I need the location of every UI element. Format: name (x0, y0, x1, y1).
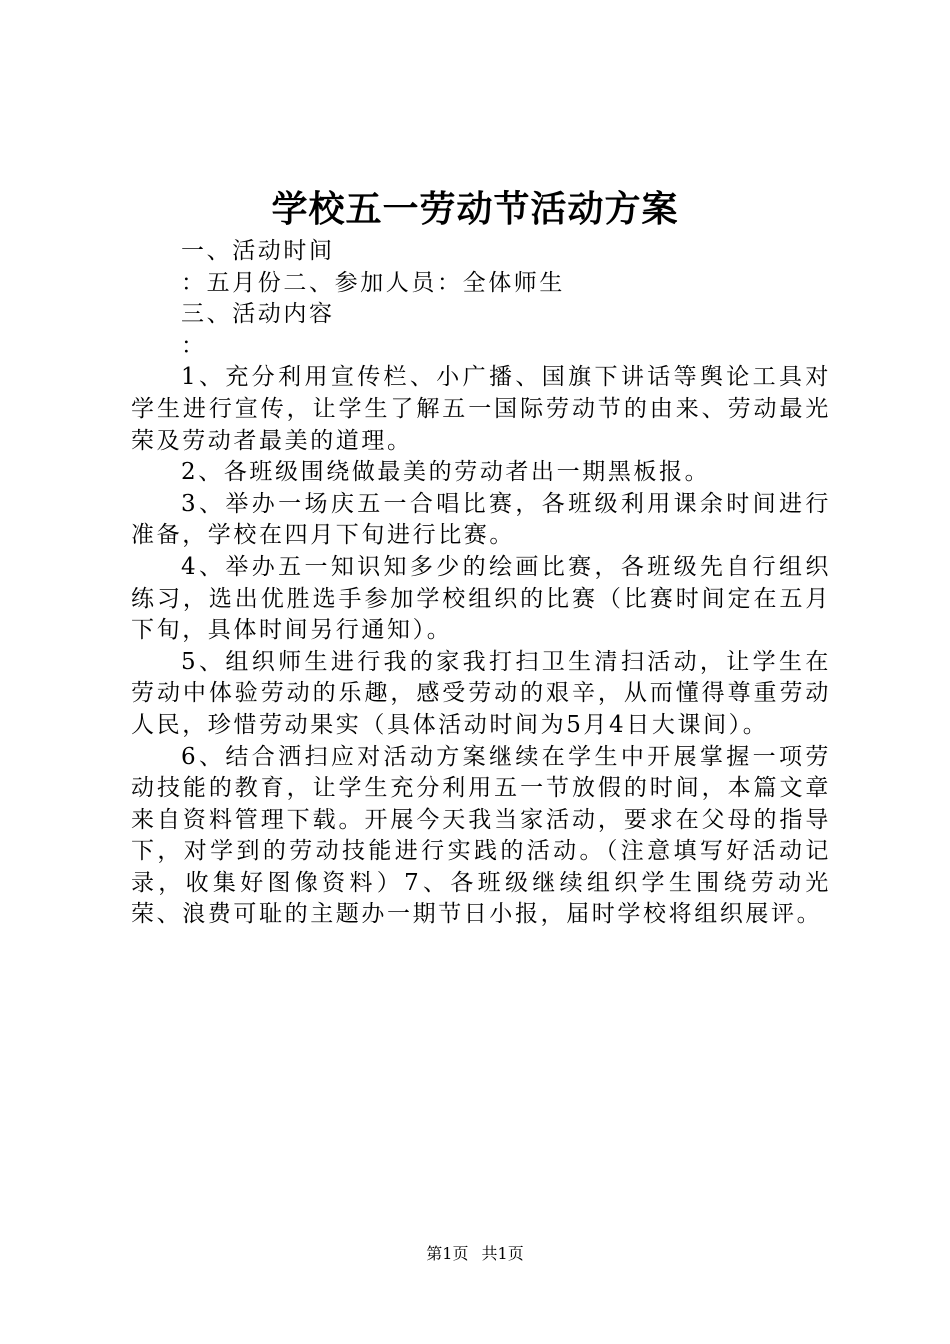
section-heading-content: 三、活动内容 (181, 301, 335, 328)
page-total: 共1页 (481, 1244, 524, 1263)
page-footer (0, 1243, 950, 1265)
paragraph-item-1: 1、充分利用宣传栏、小广播、国旗下讲话等舆论工具对学生进行宣传，让学生了解五一国际劳动节的由来、劳动最光荣及劳动者最美的道理。 (131, 364, 831, 454)
document-title: 学校五一劳动节活动方案 (271, 188, 679, 230)
document-body (131, 236, 831, 931)
paragraph-colon: ： (181, 332, 207, 359)
paragraph-time-participants: ：五月份二、参加人员：全体师生 (181, 269, 565, 296)
section-heading-time: 一、活动时间 (181, 238, 335, 264)
paragraph-item-6: 6、结合洒扫应对活动方案继续在学生中开展掌握一项劳动技能的教育，让学生充分利用五一节放假的时间，本篇文章来自资料管理下载。开展今天我当家活动，要求在父母的指导下，对学到的劳动技能进行实践的活动。（注意填写好活动记录，收集好图像资料）7、各班级继续组织学生围绕劳动光荣、浪费可耻的主题办一期节日小报，届时学校将组织展评。 (131, 743, 831, 928)
page-number: 第1页 (426, 1244, 469, 1263)
paragraph-item-2: 2、各班级围绕做最美的劳动者出一期黑板报。 (181, 459, 711, 486)
paragraph-item-3: 3、举办一场庆五一合唱比赛，各班级利用课余时间进行准备，学校在四月下旬进行比赛。 (131, 490, 831, 549)
paragraph-item-5: 5、组织师生进行我的家我打扫卫生清扫活动，让学生在劳动中体验劳动的乐趣，感受劳动的艰辛，从而懂得尊重劳动人民，珍惜劳动果实（具体活动时间为5月4日大课间）。 (131, 648, 831, 738)
paragraph-item-4: 4、举办五一知识知多少的绘画比赛，各班级先自行组织练习，选出优胜选手参加学校组织的比赛（比赛时间定在五月下旬，具体时间另行通知）。 (131, 553, 831, 644)
